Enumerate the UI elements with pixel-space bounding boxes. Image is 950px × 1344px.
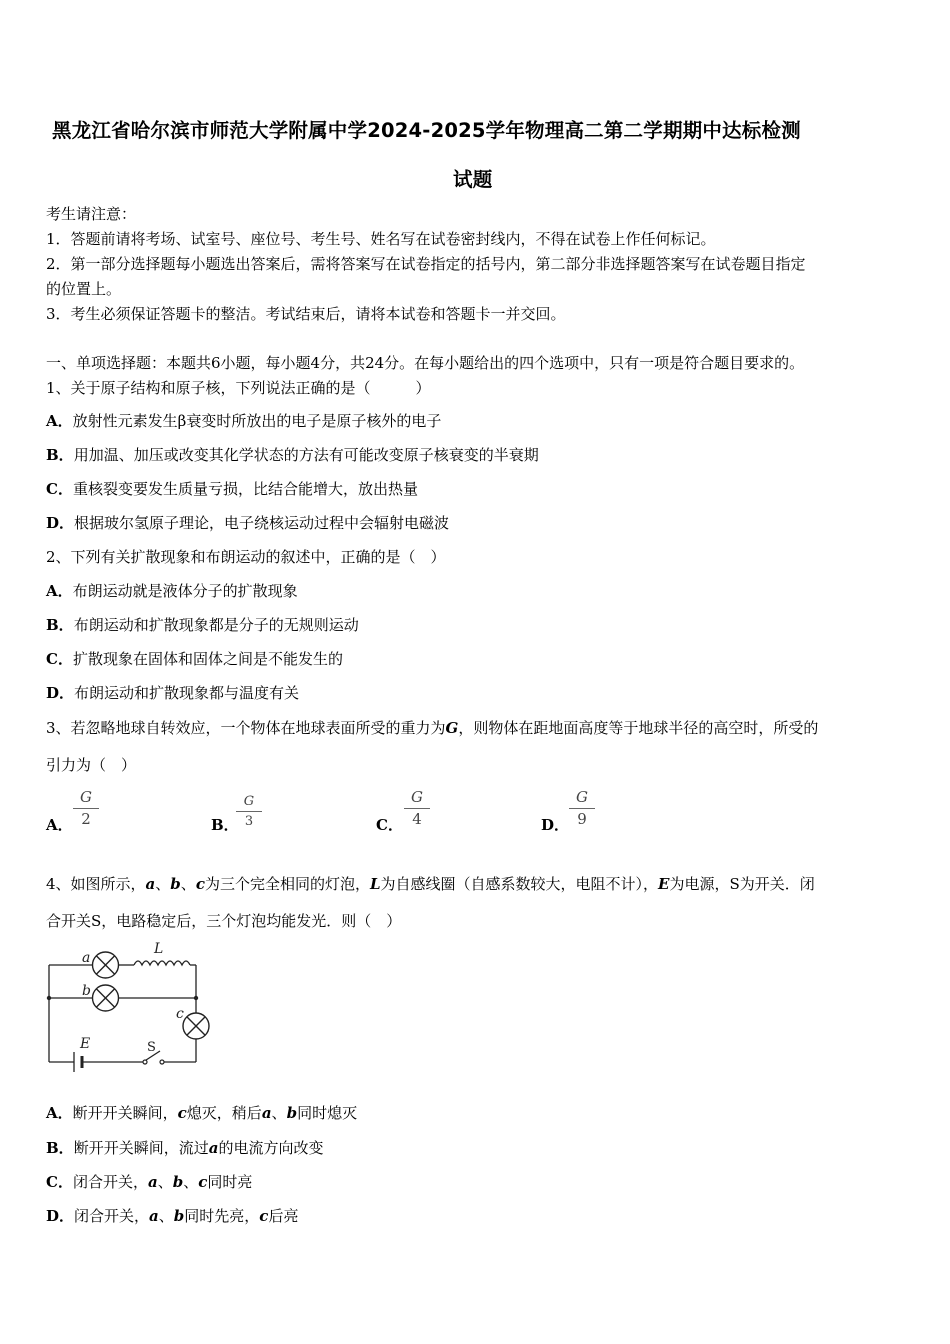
q3-option-a-fraction: G 2 bbox=[73, 790, 99, 827]
q3-option-b-fraction: G 3 bbox=[236, 795, 262, 828]
circuit-diagram bbox=[40, 938, 220, 1078]
switch-contact bbox=[160, 1060, 164, 1064]
junction-dot bbox=[47, 996, 51, 1000]
label-c: c bbox=[176, 1006, 184, 1022]
notice-item: 的位置上。 bbox=[46, 280, 122, 298]
q4-stem: 4、如图所示，a、b、c为三个完全相同的灯泡，L为自感线圈（自感系数较大，电阻不计），E为电源，S为开关．闭 bbox=[46, 875, 815, 893]
section-heading: 一、单项选择题：本题共6小题，每小题4分，共24分。在每小题给出的四个选项中，只有一项是符合题目要求的。 bbox=[46, 354, 805, 372]
q4-stem-line2: 合开关S，电路稳定后，三个灯泡均能发光．则（ ） bbox=[46, 912, 402, 930]
q3-stem-line2: 引力为（ ） bbox=[46, 756, 137, 774]
q1-option-d: D．根据玻尔氢原子理论，电子绕核运动过程中会辐射电磁波 bbox=[46, 514, 450, 532]
page-title-line2: 试题 bbox=[453, 168, 493, 191]
q3-option-c-fraction: G 4 bbox=[404, 790, 430, 827]
q4-option-b: B．断开开关瞬间，流过a的电流方向改变 bbox=[46, 1139, 324, 1157]
q3-option-b-label: B． bbox=[211, 816, 239, 834]
q3-option-a-label: A． bbox=[46, 816, 73, 834]
label-a: a bbox=[82, 950, 91, 966]
q3-option-d-label: D． bbox=[541, 816, 570, 834]
q4-option-d: D．闭合开关，a、b同时先亮，c后亮 bbox=[46, 1207, 299, 1225]
q2-option-a: A．布朗运动就是液体分子的扩散现象 bbox=[46, 582, 298, 600]
q3-stem: 3、若忽略地球自转效应，一个物体在地球表面所受的重力为G，则物体在距地面高度等于地球半径的高空时，所受的 bbox=[46, 719, 819, 737]
q4-option-c: C．闭合开关，a、b、c同时亮 bbox=[46, 1173, 253, 1191]
q1-option-c: C．重核裂变要发生质量亏损，比结合能增大，放出热量 bbox=[46, 480, 418, 498]
q2-stem: 2、下列有关扩散现象和布朗运动的叙述中，正确的是（ ） bbox=[46, 548, 446, 566]
lamp-a-icon bbox=[93, 952, 119, 978]
q3-option-d-fraction: G 9 bbox=[569, 790, 595, 827]
lamp-b-icon bbox=[93, 985, 119, 1011]
q2-option-d: D．布朗运动和扩散现象都与温度有关 bbox=[46, 684, 300, 702]
q4-option-a: A．断开开关瞬间，c熄灭，稍后a、b同时熄灭 bbox=[46, 1104, 358, 1122]
lamp-c-icon bbox=[183, 1013, 209, 1039]
q3-option-c-label: C． bbox=[376, 816, 403, 834]
notice-heading: 考生请注意： bbox=[46, 205, 137, 223]
q1-option-b: B．用加温、加压或改变其化学状态的方法有可能改变原子核衰变的半衰期 bbox=[46, 446, 539, 464]
page-title: 黑龙江省哈尔滨市师范大学附属中学2024-2025学年物理高二第二学期期中达标检测 bbox=[52, 119, 801, 142]
notice-item: 2．第一部分选择题每小题选出答案后，需将答案写在试卷指定的括号内，第二部分非选择题答案写在试卷题目指定 bbox=[46, 255, 806, 273]
label-b: b bbox=[82, 983, 91, 999]
switch-contact bbox=[143, 1060, 147, 1064]
notice-item: 3．考生必须保证答题卡的整洁。考试结束后，请将本试卷和答题卡一并交回。 bbox=[46, 305, 566, 323]
q1-stem: 1、关于原子结构和原子核，下列说法正确的是（ ） bbox=[46, 379, 431, 397]
junction-dot bbox=[194, 996, 198, 1000]
q1-option-a: A．放射性元素发生β衰变时所放出的电子是原子核外的电子 bbox=[46, 412, 442, 430]
q2-option-c: C．扩散现象在固体和固体之间是不能发生的 bbox=[46, 650, 343, 668]
label-S: S bbox=[147, 1040, 156, 1055]
q2-option-b: B．布朗运动和扩散现象都是分子的无规则运动 bbox=[46, 616, 359, 634]
label-L: L bbox=[154, 941, 164, 957]
notice-item: 1．答题前请将考场、试室号、座位号、考生号、姓名写在试卷密封线内，不得在试卷上作任何标记。 bbox=[46, 230, 716, 248]
label-E: E bbox=[80, 1036, 91, 1052]
